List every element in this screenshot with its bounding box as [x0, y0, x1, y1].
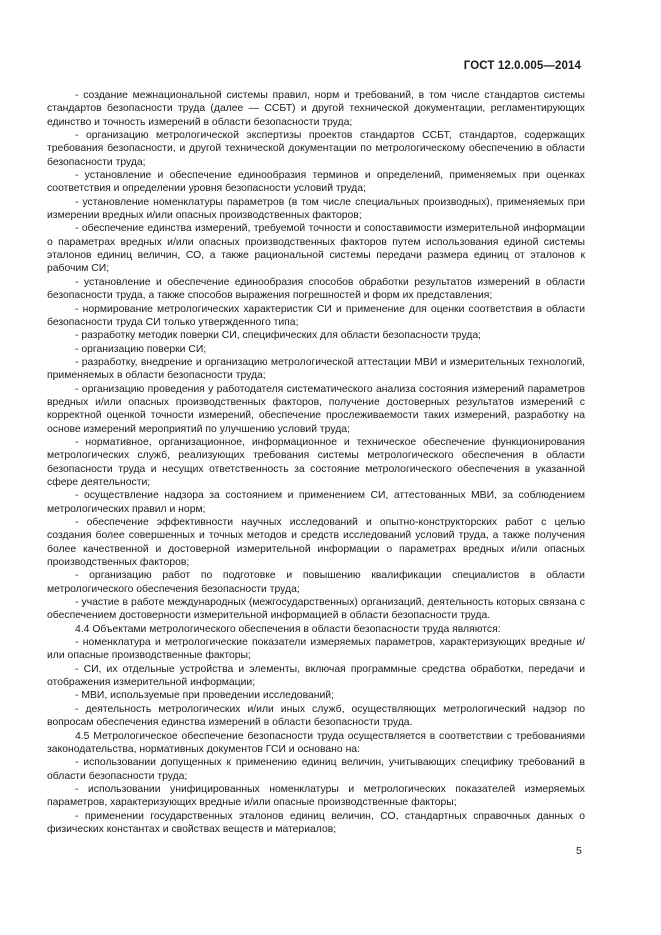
paragraph: - использовании допущенных к применению единиц величин, учитывающих специфику требований в области безопасности труда;	[47, 757, 585, 782]
paragraph: - нормативное, организационное, информационное и техническое обеспечение функционирования метрологических служб, реализующих требования системы метрологического обеспечения в области безопасности труда и несущих ответственность за состояние метрологического обеспечения в указанной сфере деятельности;	[47, 436, 585, 488]
paragraph: - установление номенклатуры параметров (в том числе специальных производных), применяемых при измерении вредных и/или опасных производственных факторов;	[47, 196, 585, 222]
section-heading-4-5: 4.5 Метрологическое обеспечение безопасности труда осуществляется в соответствии с требованиями законодательства, нормативных документов ГСИ и основано на:	[47, 730, 585, 755]
document-code: ГОСТ 12.0.005—2014	[463, 60, 581, 72]
paragraph: - разработку, внедрение и организацию метрологической аттестации МВИ и измерительных технологий, применяемых в области безопасности труда;	[47, 356, 585, 382]
paragraph: - организацию поверки СИ;	[75, 343, 207, 355]
paragraph: - обеспечение единства измерений, требуемой точности и сопоставимости измерительной информации о параметрах вредных и/или опасных производственных факторов путем использования единой системы эталонов единиц величин, СО, а также рациональной системы передачи размера единиц от эталонов к рабочим СИ;	[47, 223, 585, 275]
paragraph: - обеспечение эффективности научных исследований и опытно-конструкторских работ с целью создания более совершенных и точных методов и средств исследований условий труда, а также получения более качественной и достоверной измерительной информации о параметрах вредных и/или опасных производственных факторов;	[47, 517, 585, 569]
paragraph: - осуществление надзора за состоянием и применением СИ, аттестованных МВИ, за соблюдением метрологических правил и норм;	[47, 490, 585, 515]
paragraph: - деятельность метрологических и/или иных служб, осуществляющих метрологический надзор по вопросам обеспечения единства измерений в области безопасности труда.	[47, 703, 585, 729]
paragraph: - организацию проведения у работодателя систематического анализа состояния измерений параметров вредных и/или опасных производственных факторов, получение достоверных результатов измерений с корректной оценкой точности измерений, обеспечение прослеживаемости таких измерений, разработку на основе измерений мероприятий по улучшению условий труда;	[47, 383, 585, 435]
paragraph: - организацию метрологической экспертизы проектов стандартов ССБТ, стандартов, содержащих требования безопасности, и другой технической документации по метрологическому обеспечению в области безопасности труда;	[47, 130, 585, 168]
paragraph: - участие в работе международных (межгосударственных) организаций, деятельность которых связана с обеспечением достоверности измерительной информацией в области безопасности труда.	[47, 597, 585, 622]
paragraph: - применении государственных эталонов единиц величин, СО, стандартных справочных данных о физических константах и свойствах веществ и материалов;	[47, 810, 585, 835]
paragraph: - установление и обеспечение единообразия терминов и определений, применяемых при оценках соответствия и определении уровня безопасности условий труда;	[47, 170, 585, 195]
page-number: 5	[576, 845, 582, 857]
paragraph: - разработку методик поверки СИ, специфических для области безопасности труда;	[75, 330, 482, 342]
paragraph: - СИ, их отдельные устройства и элементы, включая программные средства обработки, передачи и отображения измерительной информации;	[47, 663, 585, 689]
section-heading-4-4: 4.4 Объектами метрологического обеспечения в области безопасности труда являются:	[75, 623, 501, 635]
document-body	[47, 89, 585, 836]
paragraph: - использовании унифицированных номенклатуры и метрологических показателей измеряемых параметров, характеризующих вредные и/или опасные производственные факторы;	[47, 783, 585, 809]
paragraph: - создание межнациональной системы правил, норм и требований, в том числе стандартов системы стандартов безопасности труда (далее — ССБТ) и другой технической документации, регламентирующих единство и точность измерений в области безопасности труда;	[47, 90, 585, 128]
paragraph: - установление и обеспечение единообразия способов обработки результатов измерений в области безопасности труда, а также способов выражения погрешностей и форм их представления;	[47, 276, 585, 302]
paragraph: - нормирование метрологических характеристик СИ и применение для оценки соответствия в области безопасности труда СИ только утвержденного типа;	[47, 303, 585, 328]
paragraph: - МВИ, используемые при проведении исследований;	[75, 690, 334, 702]
paragraph: - номенклатура и метрологические показатели измеряемых параметров, характеризующих вредные и/или опасные производственные факторы;	[47, 637, 585, 662]
paragraph: - организацию работ по подготовке и повышению квалификации специалистов в области метрологического обеспечения безопасности труда;	[47, 570, 585, 595]
